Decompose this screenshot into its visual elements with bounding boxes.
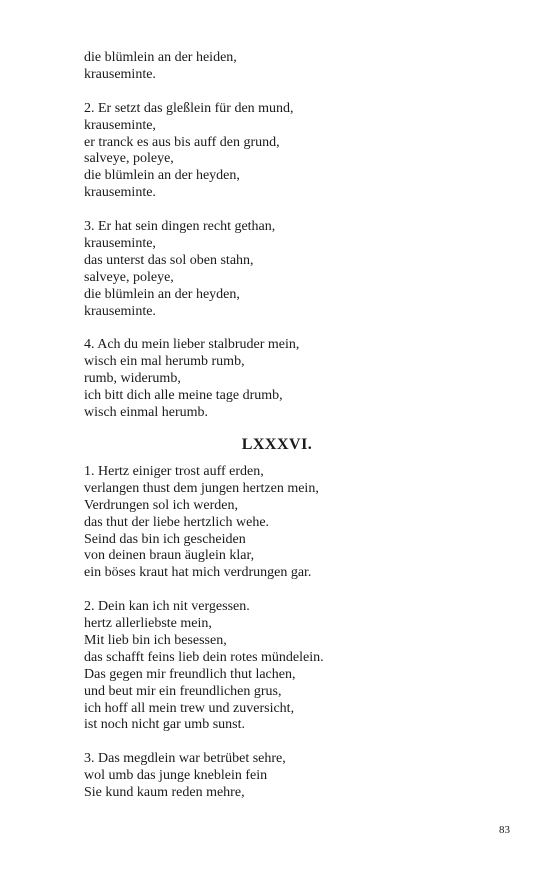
stanza-gap bbox=[84, 582, 464, 599]
verse-line: 3. Das megdlein war betrübet sehre, bbox=[84, 751, 286, 767]
verse-line: 1. Hertz einiger trost auff erden, bbox=[84, 463, 264, 479]
verse-line: Mit lieb bin ich besessen, bbox=[84, 632, 227, 648]
stanzas-after-heading bbox=[84, 464, 464, 802]
verse-line: krauseminte, bbox=[84, 235, 156, 251]
stanza bbox=[84, 464, 464, 582]
verse-line: ich hoff all mein trew und zuversicht, bbox=[84, 700, 295, 716]
verse-line: Sie kund kaum reden mehre, bbox=[84, 785, 245, 801]
verse-line: krauseminte. bbox=[84, 66, 156, 82]
verse-line: von deinen braun äuglein klar, bbox=[84, 548, 255, 564]
stanza bbox=[84, 337, 464, 422]
verse-line: Verdrungen sol ich werden, bbox=[84, 497, 238, 513]
verse-line: Das gegen mir freundlich thut lachen, bbox=[84, 666, 296, 682]
stanza-continued bbox=[84, 50, 464, 84]
verse-line: ich bitt dich alle meine tage drumb, bbox=[84, 388, 283, 404]
verse-line: krauseminte. bbox=[84, 185, 156, 201]
verse-line: 4. Ach du mein lieber stalbruder mein, bbox=[84, 337, 300, 353]
verse-line: wol umb das junge kneblein fein bbox=[84, 768, 268, 784]
verse-line: die blümlein an der heyden, bbox=[84, 286, 240, 302]
stanza-gap bbox=[84, 320, 464, 337]
verse-line: verlangen thust dem jungen hertzen mein, bbox=[84, 480, 319, 496]
verse-line: Seind das bin ich gescheiden bbox=[84, 531, 246, 547]
stanza-gap bbox=[84, 734, 464, 751]
verse-line: 3. Er hat sein dingen recht gethan, bbox=[84, 219, 276, 235]
stanza bbox=[84, 101, 464, 202]
verse-line: wisch ein mal herumb rumb, bbox=[84, 354, 245, 370]
verse-line: das schafft feins lieb dein rotes mündelein. bbox=[84, 649, 324, 665]
verse-line: rumb, widerumb, bbox=[84, 371, 181, 387]
verse-line: ist noch nicht gar umb sunst. bbox=[84, 717, 245, 733]
verse-line: die blümlein an der heiden, bbox=[84, 50, 237, 65]
verse-line: er tranck es aus bis auff den grund, bbox=[84, 134, 280, 150]
verse-line: das thut der liebe hertzlich wehe. bbox=[84, 514, 270, 530]
stanza bbox=[84, 219, 464, 320]
verse-line: die blümlein an der heyden, bbox=[84, 168, 240, 184]
stanza-gap bbox=[84, 202, 464, 219]
verse-line: hertz allerliebste mein, bbox=[84, 616, 212, 632]
verse-line: 2. Dein kan ich nit vergessen. bbox=[84, 599, 250, 615]
verse-line: das unterst das sol oben stahn, bbox=[84, 252, 254, 268]
verse-line: salveye, poleye, bbox=[84, 269, 174, 285]
page-body bbox=[84, 50, 464, 802]
verse-line: und beut mir ein freundlichen grus, bbox=[84, 683, 282, 699]
stanza bbox=[84, 599, 464, 734]
stanza-gap bbox=[84, 84, 464, 101]
verse-line: 2. Er setzt das gleßlein für den mund, bbox=[84, 100, 294, 116]
verse-line: krauseminte. bbox=[84, 303, 156, 319]
verse-line: wisch einmal herumb. bbox=[84, 404, 209, 420]
verse-line: ein böses kraut hat mich verdrungen gar. bbox=[84, 565, 312, 581]
page-number: 83 bbox=[499, 824, 510, 836]
stanza bbox=[84, 751, 464, 802]
song-heading: LXXXVI. bbox=[241, 435, 313, 453]
stanzas-before-heading bbox=[84, 50, 464, 422]
verse-line: salveye, poleye, bbox=[84, 151, 174, 167]
verse-line: krauseminte, bbox=[84, 117, 156, 133]
